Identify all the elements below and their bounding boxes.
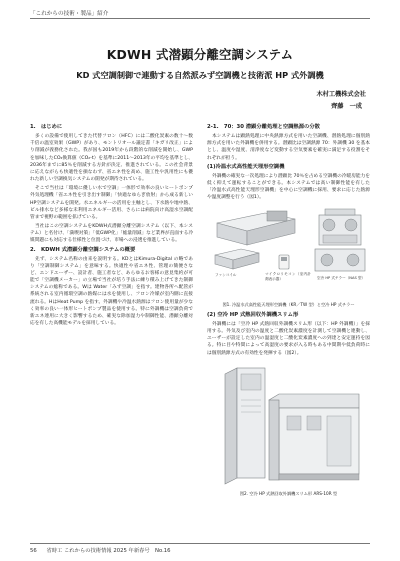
figure-1 xyxy=(207,205,370,299)
company-name: 木村工機株式会社 xyxy=(316,91,366,98)
paragraph: 多くの設備で使用してきた代替フロン（HFC）には二酸化炭素の数十～数千倍の温室効果（GWP）があり、モントリオール議定書「キガリ改正」により削減が義務化された。我が国も2019年から段階的な削減を開始し、GWPを加味したCO₂換算値（CO₂-t）を基準に2011～2013年の平均を基準とし、2036年までに85％を削減する方針が決定、推進されている。この社会背景に応えながらも快適性を損なわず、省エネ性を高め、施工性や汎用性にも優れた新しい空調換気システムの開発が期待されている。 xyxy=(30,134,193,183)
figure-1-label-fancoil: ファンコイル xyxy=(215,272,237,277)
footer-text: 省時工 これからの技術情報 2025 年新春号 No.16 xyxy=(46,548,171,554)
figure-1-caption: 図1. 冷温水式高性能天埋形空調機（KR／TW 型）と空冷 HP 式チラー xyxy=(222,301,355,307)
figure-1-illustration xyxy=(207,205,370,299)
heading-section-2-1: 2-1. 70：30 潜顕分離処理と空調熱源の分散 xyxy=(207,124,320,130)
article-title: KDWH 式潜顕分離空調システム xyxy=(106,47,294,62)
left-column xyxy=(30,122,193,329)
paragraph: 本システムは顕熱処理に中央熱源方式を用いた空調機、潜熱処理に個別熱源方式を用いた外調機を併用する。潜顕比は空調熱源 70：外調機 30 を基本とし、温度や湿度、清浄度など変動する空気要素を確実に満足する役割をそれぞれが担う。 xyxy=(207,134,370,161)
paragraph: 外調機には「空冷 HP 式熱回収外調機スリム形（以下：HP 外調機）」を採用する。外気及び室内の温度と二酸化炭素濃度を計測して空調機と連動し、ユーザーが設定した室内の温湿度と二酸化炭素濃度への到達と安定運持を図る。特に目や特間によって高湿度の要求が入る時もある中間期や低負荷時には個別熱源方式の有効性を発揮する（図2）。 xyxy=(207,321,370,356)
paragraph: 先ず、システム名称の由来を説明する。KDとはKimura-Digital の略であり「空調制御システム」を意味する。快適性や省エネ性、管理の簡便さなど、エンドユーザー、設計者、施工者など、あらゆるお客様の意見集約が可能で「空調機メーカー」の立場で当社が培う手法に練り積み上げてきた制御システムの総称である。Wは Water「みず空調」を指す。建物各所へ配管が系統される室内循環空調の熱媒には水を使用し、フロン冷媒が室内側に直接流れる。HはHeat Pump を指す。外調機や冷温水熱源はフロン使用量が少なく効率の良い一体形ヒートポンプ製品を使用する。特に外調機は空調負荷で新エネ連用に大きく影響するため、確実な除加湿力や制御性能、潜顕分離対応を有した高機能モデルを採用している。 xyxy=(30,256,193,327)
figure-1-label-chiller: 空冷 HP 式チラー（NAS 型） xyxy=(317,275,366,280)
section-label: 「これからの技術・製品」紹介 xyxy=(30,9,370,19)
page-number: 56 xyxy=(30,548,37,554)
paragraph: 当社はこの空調システムをKDWH式潜顕分離空調システム（以下、本システム）と名付け、「満喫対策」「低GWP化」「総量削減」など業界が直面する冷媒問題にも対応する仕様性と位置づけ、市場への浸透を推進している。 xyxy=(30,224,194,244)
heading-ceiling-unit: (1)冷温水式高性能天埋形空調機 xyxy=(207,163,285,170)
heading-intro: 1. はじめに xyxy=(30,124,63,130)
figure-1-label-remote: マイクロリモコン（室内計測表示器） xyxy=(265,271,311,281)
article-subtitle: KD 式空調制御で連動する自然派みず空調機と技術派 HP 式外調機 xyxy=(76,70,324,80)
paragraph: 外調機の確実な一次処理により潜顕比 70％を占める空調機の冷暖房能力を低く抑えて運転することができる。本システムでは高い制御性能を有した「冷温水式高性能天埋形空調機」を中心に空調機に採用、要求に応じた熱源や温度調整を行う（図1）。 xyxy=(207,173,370,201)
page-footer xyxy=(30,543,370,554)
figure-2-illustration xyxy=(207,360,370,488)
right-column xyxy=(207,122,370,501)
heading-outdoor-unit: (2) 空冷 HP 式熱回収外調機スリム形 xyxy=(207,311,299,318)
paragraph: そこで当社は「環境に優しい水で空調」一体形で効率の良いヒートポンプ外気処理機「省エネ性を引き出す制御」「快適なゆらぎ放射」から成る新しいHP空調システムを開発。水エネルギーの活用を主軸とし、下水熱や地中熱、ビル排水など多様な未利用エネルギー活用、さらには病院向け高湿水空調配管まで視野の範囲を拡げている。 xyxy=(30,186,193,220)
figure-2-caption: 図2. 空冷 HP 式熱回収外調機スリム形 ARS-10R 型 xyxy=(239,490,338,496)
author-name: 齊藤 一成 xyxy=(331,103,362,110)
heading-overview: 2. KDWH 式潜顕分離空調システムの概要 xyxy=(30,246,136,253)
figure-2 xyxy=(207,360,370,488)
